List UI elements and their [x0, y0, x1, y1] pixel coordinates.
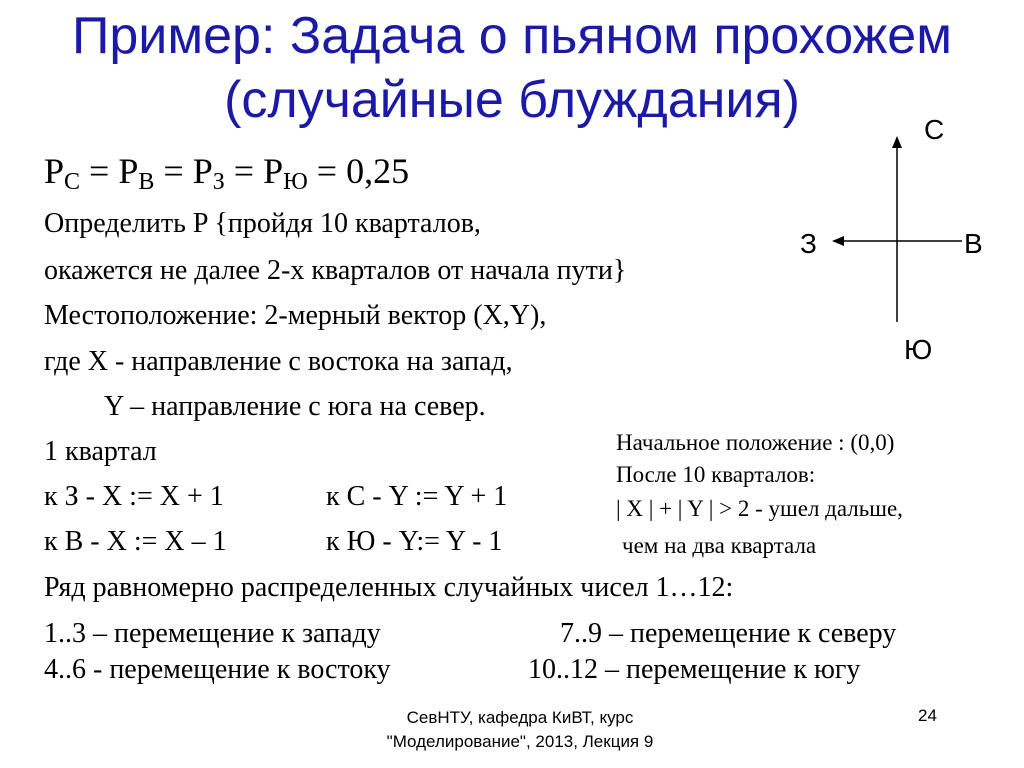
compass-north-label: С: [924, 114, 945, 145]
equals-sign: =: [154, 151, 193, 191]
range-west: 1..3 – перемещение к западу: [44, 618, 381, 649]
sub-west: З: [212, 169, 225, 195]
compass-south-label: Ю: [904, 334, 933, 365]
title-line-1: Пример: Задача о пьяном прохожем: [72, 7, 952, 65]
body-line-6: 1 квартал: [44, 436, 157, 467]
range-north: 7..9 – перемещение к северу: [560, 618, 897, 649]
body-line-5: Y – направление с юга на север.: [104, 391, 486, 422]
p-symbol: P: [263, 151, 284, 191]
footer-line-1: СевНТУ, кафедра КиВТ, курс: [406, 708, 634, 727]
page-number: 24: [918, 706, 937, 725]
equals-sign: =: [224, 151, 264, 191]
north-arrow-icon: [892, 136, 902, 148]
range-south: 10..12 – перемещение к югу: [528, 654, 861, 685]
equals-sign: =: [80, 151, 119, 191]
p-symbol: P: [44, 151, 65, 191]
sub-north: С: [64, 169, 81, 195]
footer-line-2: "Моделирование", 2013, Лекция 9: [386, 732, 654, 751]
probability-value: = 0,25: [307, 151, 410, 191]
body-line-2: окажется не далее 2-х кварталов от начала пути}: [44, 255, 627, 286]
range-east: 4..6 - перемещение к востоку: [44, 654, 391, 685]
body-line-4: где X - направление с востока на запад,: [44, 346, 513, 377]
rule-north: к С - Y := Y + 1: [326, 481, 508, 512]
title-line-2: (случайные блуждания): [224, 71, 800, 129]
sub-south: Ю: [283, 169, 308, 195]
rule-west: к З - X := X + 1: [44, 481, 224, 512]
note-line-2: После 10 кварталов:: [616, 462, 816, 487]
note-line-3: | X | + | Y | > 2 - ушел дальше,: [616, 496, 903, 521]
slide-footer: [300, 706, 740, 754]
body-line-9: Ряд равномерно распределенных случайных чисел 1…12:: [44, 572, 734, 603]
sub-east: В: [138, 169, 155, 195]
note-line-4: чем на два квартала: [622, 533, 817, 558]
west-arrow-icon: [832, 236, 844, 246]
body-line-3: Местоположение: 2-мерный вектор (X,Y),: [44, 300, 547, 331]
compass-east-label: В: [964, 228, 983, 259]
compass-west-label: З: [800, 228, 817, 259]
p-symbol: P: [192, 151, 213, 191]
rule-south: к Ю - Y:= Y - 1: [326, 526, 503, 557]
note-line-1: Начальное положение : (0,0): [616, 430, 895, 455]
p-symbol: P: [118, 151, 139, 191]
body-line-1: Определить P {пройдя 10 кварталов,: [44, 208, 481, 239]
rule-east: к В - X := X – 1: [44, 526, 227, 557]
